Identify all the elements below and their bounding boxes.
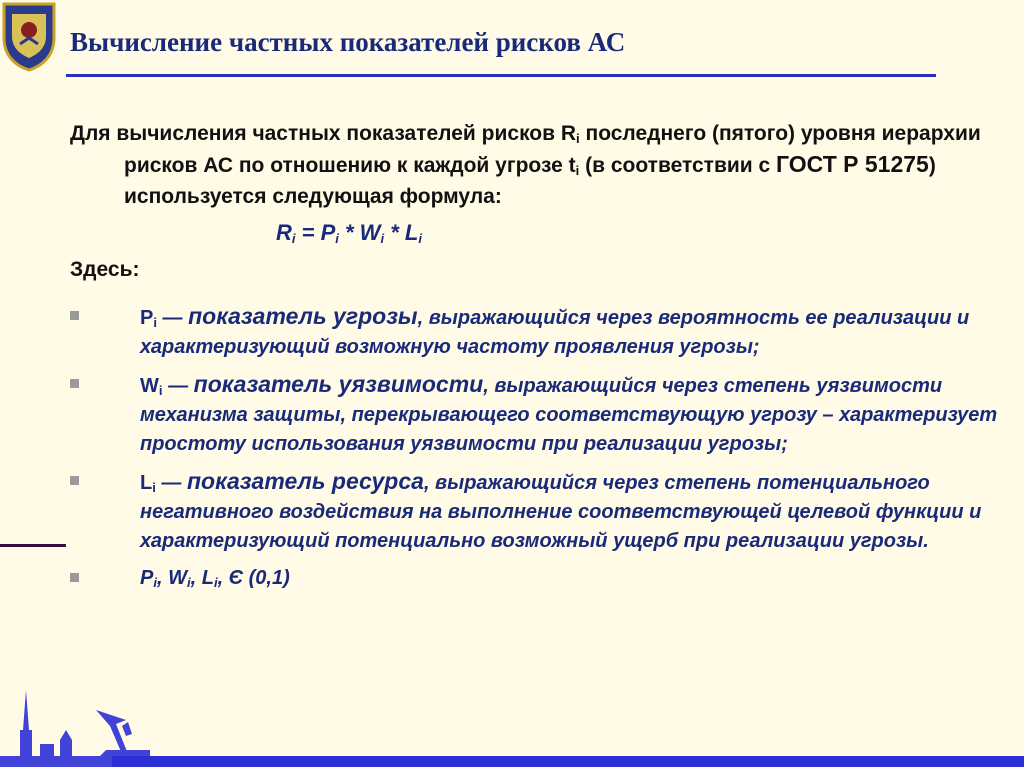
symbol: L — [140, 472, 153, 494]
dash: — — [155, 472, 187, 494]
list-item — [70, 302, 1000, 362]
subscript: i — [153, 575, 157, 590]
bullet-square-icon — [70, 311, 79, 320]
term: показатель ресурса — [186, 468, 424, 494]
here-label: Здесь: — [70, 258, 140, 281]
symbol: P — [140, 307, 154, 329]
subscript: i — [213, 575, 218, 590]
slide-body — [70, 118, 1000, 593]
subscript: i — [576, 131, 580, 146]
subscript: i — [380, 231, 385, 246]
risk-formula — [276, 220, 1000, 254]
formula-w: * W — [338, 220, 381, 245]
dash: — — [162, 375, 194, 397]
intro-text-4: ) используется следующая формула: — [124, 154, 936, 208]
description: , выражающийся через степень уязвимости механизма защиты, перекрывающего соответствующую угрозу – характеризует простоту использования уязвимости при реализации угрозы; — [140, 375, 998, 455]
term: показатель угрозы — [188, 303, 418, 329]
range-expression: , L — [190, 567, 214, 589]
bullet-square-icon — [70, 476, 79, 485]
subscript: i — [152, 480, 156, 495]
list-item — [70, 467, 1000, 556]
range-expression: , Є (0,1) — [217, 567, 290, 589]
bottom-band — [112, 756, 1024, 767]
list-item — [70, 370, 1000, 459]
slide-title: Вычисление частных показателей рисков АС — [70, 27, 626, 57]
formula-l: * L — [384, 220, 419, 245]
subscript: i — [575, 163, 580, 178]
title-underline — [66, 74, 936, 77]
bullet-square-icon — [70, 379, 79, 388]
subscript: i — [158, 383, 163, 398]
intro-paragraph — [70, 118, 1000, 212]
subscript: i — [335, 231, 339, 246]
dash: — — [156, 307, 189, 329]
intro-text-1: Для вычисления частных показателей рисков R — [70, 122, 577, 145]
description: , выражающийся через вероятность ее реализации и характеризующий возможную частоту проявления угрозы; — [140, 307, 970, 358]
gost-reference: ГОСТ Р 51275 — [776, 151, 929, 177]
side-divider — [0, 544, 66, 547]
range-expression: , W — [156, 567, 187, 589]
subscript: i — [418, 231, 422, 246]
description: , выражающийся через степень потенциального негативного воздействия на выполнение соответствующей целевой функции и характеризующий потенциально возможный ущерб при реализации угрозы. — [140, 472, 982, 552]
formula-r: R — [276, 220, 292, 245]
symbol: W — [140, 375, 159, 397]
subscript: i — [153, 315, 157, 330]
list-item — [70, 564, 1000, 593]
range-expression: P — [140, 567, 154, 589]
term: показатель уязвимости — [193, 371, 484, 397]
subscript: i — [186, 575, 191, 590]
formula-p: = P — [295, 220, 336, 245]
intro-text-2: последнего (пятого) уровня иерархии рисков АС по отношению к каждой угрозе t — [124, 122, 981, 177]
bullet-square-icon — [70, 573, 79, 582]
emblem-icon — [0, 0, 58, 72]
intro-text-3: (в соответствии с — [579, 154, 777, 177]
subscript: i — [291, 231, 296, 246]
